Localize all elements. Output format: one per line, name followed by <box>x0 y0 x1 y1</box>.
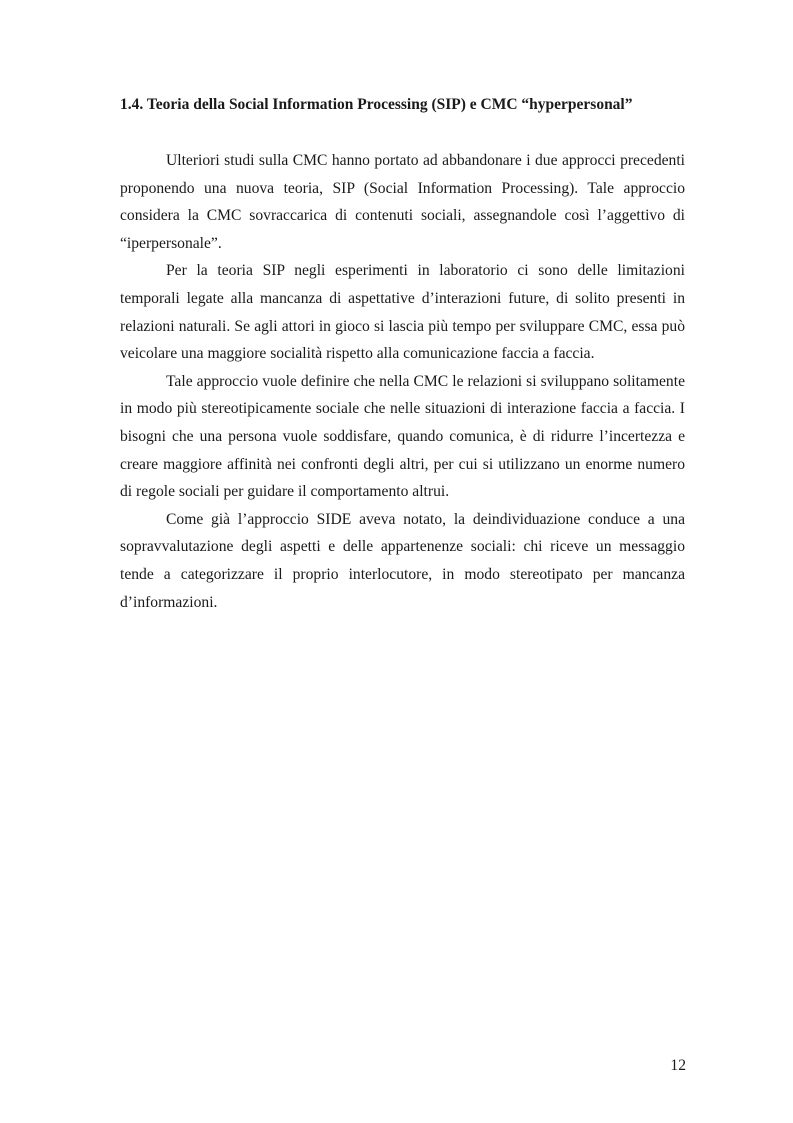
paragraph: Ulteriori studi sulla CMC hanno portato ad abbandonare i due approcci precedenti proponendo una nuova teoria, SIP (Social Information Processing). Tale approccio considera la CMC sovraccarica di contenuti sociali, assegnandole così l’aggettivo di “iperpersonale”. <box>120 152 685 252</box>
paragraph: Per la teoria SIP negli esperimenti in laboratorio ci sono delle limitazioni temporali legate alla mancanza di aspettative d’interazioni future, di solito presenti in relazioni naturali. Se agli attori in gioco si lascia più tempo per sviluppare CMC, essa può veicolare una maggiore socialità rispetto alla comunicazione faccia a faccia. <box>120 262 685 363</box>
paragraph: Tale approccio vuole definire che nella CMC le relazioni si sviluppano solitamente in modo più stereotipicamente sociale che nelle situazioni di interazione faccia a faccia. I bisogni che una persona vuole soddisfare, quando comunica, è di ridurre l’incertezza e creare maggiore affinità nei confronti degli altri, per cui si utilizzano un enorme numero di regole sociali per guidare il comportamento altrui. <box>120 372 685 501</box>
section-heading: 1.4. Teoria della Social Information Processing (SIP) e CMC “hyperpersonal” <box>120 96 633 113</box>
page-number: 12 <box>670 1057 686 1074</box>
paragraph: Come già l’approccio SIDE aveva notato, la deindividuazione conduce a una sopravvalutazione degli aspetti e delle appartenenze sociali: chi riceve un messaggio tende a categorizzare il proprio interlocutore, in modo stereotipato per mancanza d’informazioni. <box>120 510 685 611</box>
section-body <box>120 147 685 616</box>
